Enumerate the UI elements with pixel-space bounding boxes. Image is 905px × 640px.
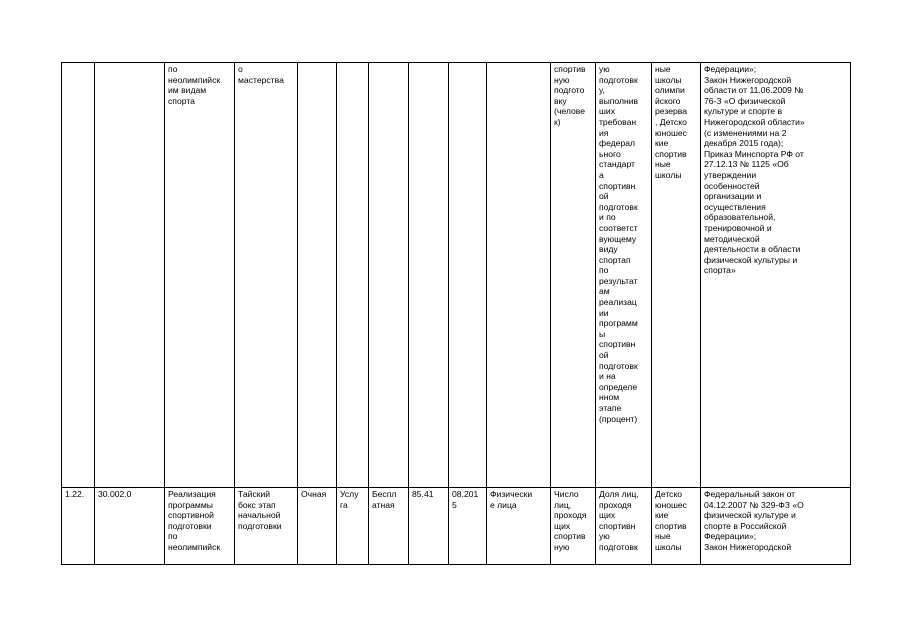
- table-cell-type: [337, 488, 369, 565]
- cell-text: Беспл атная: [372, 489, 397, 510]
- table-cell-number: [62, 488, 95, 565]
- cell-text: Реализация программы спортивной подготовки по неолимпийск: [168, 489, 221, 552]
- table-cell-institutions: [652, 488, 701, 565]
- cell-text: спортив ную подгото вку (челове к): [554, 64, 586, 127]
- table-cell-code: [95, 63, 165, 488]
- table-cell-service-content: [235, 488, 298, 565]
- table-cell-volume-indicator: [551, 488, 596, 565]
- cell-text: Доля лиц, проходя щих спортивн ую подготовк: [599, 489, 639, 552]
- table-cell-code: [95, 488, 165, 565]
- table-cell-payment: [369, 63, 409, 488]
- table-cell-consumers: [487, 488, 551, 565]
- cell-text: о мастерства: [238, 64, 284, 85]
- services-table: [61, 62, 851, 565]
- cell-text: Федерации»; Закон Нижегородской области от 11.06.2009 № 76-З «О физической культуре и спорте в Нижегородской области» (с изменениями на 2 декабря 2015 года); Приказ Минспорта РФ от 27.12.13 № 1125 «Об утверждении особенностей организации и осуществления образовательной, тренировочной и методической деятельности в области физической культуры и спорта»: [704, 64, 805, 276]
- table-cell-legal-basis: [701, 63, 851, 488]
- table-cell-volume-indicator: [551, 63, 596, 488]
- cell-text: 1.22.: [65, 489, 85, 499]
- table-row: [62, 488, 851, 565]
- cell-text: Очная: [301, 489, 327, 499]
- table-cell-service-content: [235, 63, 298, 488]
- table-cell-service-name: [165, 63, 235, 488]
- cell-text: Число лиц, проходя щих спортив ную: [554, 489, 587, 552]
- table-cell-okved: [409, 63, 449, 488]
- table-cell-number: [62, 63, 95, 488]
- cell-text: Тайский бокс этап начальной подготовки: [238, 489, 282, 531]
- cell-text: Детско юношес кие спортив ные школы: [655, 489, 687, 552]
- table-cell-legal-basis: [701, 488, 851, 565]
- cell-text: по неолимпийск им видам спорта: [168, 64, 221, 106]
- cell-text: 30.002.0: [98, 489, 132, 499]
- cell-text: ные школы олимпи йского резерва , Детско юношес кие спортив ные школы: [655, 64, 688, 180]
- table-row: [62, 63, 851, 488]
- table-cell-okved: [409, 488, 449, 565]
- cell-text: Физически е лица: [490, 489, 533, 510]
- table-cell-payment: [369, 488, 409, 565]
- table-cell-date: [449, 488, 487, 565]
- table-cell-quality-indicator: [596, 63, 652, 488]
- table-cell-form: [298, 488, 337, 565]
- cell-text: ую подготовк у, выполнив ших требован ия федерал ьного стандарт а спортивн ой подготовк и по соответст вующему виду спортап по результат ам реализац ии программ ы спортивн ой подготовк и на определе нном этапе (процент): [599, 64, 639, 424]
- table-cell-form: [298, 63, 337, 488]
- cell-text: Федеральный закон от 04.12.2007 № 329-ФЗ «О физической культуре и спорте в Российской Федерации»; Закон Нижегородской: [704, 489, 804, 552]
- table-cell-type: [337, 63, 369, 488]
- table-cell-consumers: [487, 63, 551, 488]
- cell-text: Услу га: [340, 489, 359, 510]
- table-cell-date: [449, 63, 487, 488]
- table-cell-service-name: [165, 488, 235, 565]
- table-cell-quality-indicator: [596, 488, 652, 565]
- cell-text: 08.201 5: [452, 489, 479, 510]
- cell-text: 85.41: [412, 489, 434, 499]
- table-cell-institutions: [652, 63, 701, 488]
